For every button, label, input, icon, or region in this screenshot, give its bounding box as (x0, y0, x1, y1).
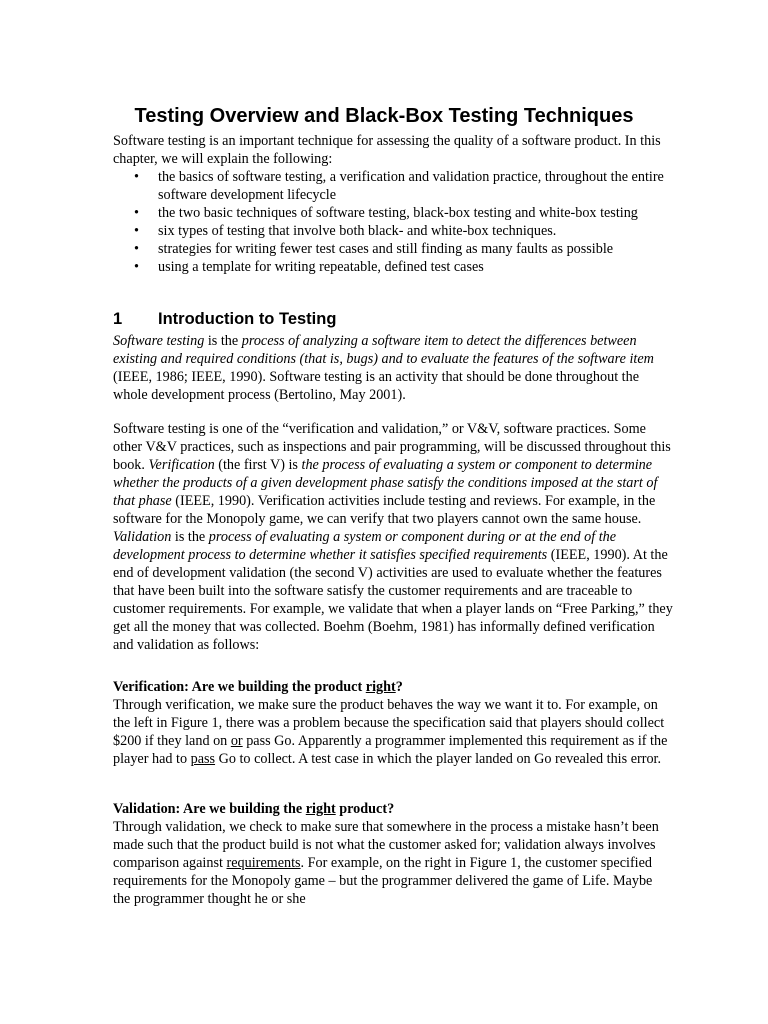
bullet-icon: • (134, 241, 139, 257)
text-span: (IEEE, 1990). Verification activities include testing and reviews. For example, in the software for the Monopoly game, we can verify that two players cannot own the same house. (113, 493, 656, 527)
term-software-testing: Software testing (113, 333, 205, 349)
validation-definition: process of evaluating a system or component during or at the end of the development process to determine whether it satisfies specified requirements (113, 529, 617, 563)
text-span: is the (171, 529, 209, 545)
emphasis-requirements: requirements (226, 855, 301, 871)
text-span: (IEEE, 1986; IEEE, 1990). Software testing is an activity that should be done throughout the whole development process (Bertolino, May 2001). (113, 369, 640, 403)
bullet-text: the two basic techniques of software testing, black-box testing and white-box testing (158, 205, 638, 221)
bullet-item (113, 168, 673, 204)
verification-heading (113, 678, 673, 696)
text-span: Software testing is one of the “verification and validation,” or V&V, software practices. Some other V&V practices, such as inspections and pair programming, will be discussed throughout this book. (113, 421, 671, 473)
bullet-text: the basics of software testing, a verification and validation practice, throughout the entire software development lifecycle (158, 169, 664, 203)
bullet-icon: • (134, 259, 139, 275)
text-span: Go to collect. A test case in which the player landed on Go revealed this error. (215, 751, 662, 767)
text-span: ? (395, 679, 403, 695)
bullet-item (113, 204, 673, 222)
emphasis-right: right (305, 801, 336, 817)
text-span: pass Go. Apparently a programmer implemented this requirement as if the player had to (113, 733, 668, 767)
term-validation: Validation (113, 529, 172, 545)
verification-definition: the process of evaluating a system or component to determine whether the products of a given development phase satisfy the conditions imposed at the start of that phase (113, 457, 658, 509)
verification-paragraph (113, 696, 673, 768)
testing-definition-paragraph (113, 332, 673, 404)
text-span: (the first V) is (214, 457, 302, 473)
emphasis-pass: pass (190, 751, 216, 767)
emphasis-right: right (365, 679, 396, 695)
vv-paragraph (113, 420, 673, 654)
text-span: Validation: Are we building the (113, 801, 306, 817)
bullet-item (113, 258, 673, 276)
text-span: product? (335, 801, 395, 817)
text-span: Through validation, we check to make sure that somewhere in the process a mistake hasn’t been made such that the product build is not what the customer asked for; validation always involves comparison against (113, 819, 659, 871)
validation-paragraph (113, 818, 673, 908)
bullet-text: six types of testing that involve both black- and white-box techniques. (158, 223, 557, 239)
text-span: Through verification, we make sure the product behaves the way we want it to. For example, on the left in Figure 1, there was a problem because the specification said that players should collect $200 if they land on (113, 697, 665, 749)
definition-text: process of analyzing a software item to detect the differences between existing and required conditions (that is, bugs) and to evaluate the features of the software item (113, 333, 654, 367)
text-span: . For example, on the right in Figure 1, the customer specified requirements for the Monopoly game – but the programmer delivered the game of Life. Maybe the programmer thought he or she (113, 855, 653, 907)
bullet-icon: • (134, 223, 139, 239)
validation-heading (113, 800, 673, 818)
text-span: Verification: Are we building the product (113, 679, 366, 695)
bullet-icon: • (134, 205, 139, 221)
intro-paragraph: Software testing is an important technique for assessing the quality of a software product. In this chapter, we will explain the following: (113, 133, 661, 167)
emphasis-or: or (230, 733, 243, 749)
document-title: Testing Overview and Black-Box Testing Techniques (134, 105, 634, 127)
bullet-icon: • (134, 169, 139, 185)
bullet-text: using a template for writing repeatable, defined test cases (158, 259, 484, 275)
term-verification: Verification (148, 457, 215, 473)
text-span: is the (204, 333, 242, 349)
section-heading (113, 308, 336, 330)
bullet-list (113, 168, 673, 276)
bullet-text: strategies for writing fewer test cases and still finding as many faults as possible (158, 241, 614, 257)
bullet-item (113, 222, 673, 240)
text-span: (IEEE, 1990). At the end of development validation (the second V) activities are used to evaluate whether the features that have been built into the software satisfy the customer requirements and are traceable to customer requirements. For example, we validate that when a player lands on “Free Parking,” they get all the money that was collected. Boehm (Boehm, 1981) has informally defined verification and validation as follows: (113, 547, 673, 653)
bullet-item (113, 240, 673, 258)
section-title: Introduction to Testing (158, 310, 337, 328)
section-number: 1 (113, 310, 123, 328)
